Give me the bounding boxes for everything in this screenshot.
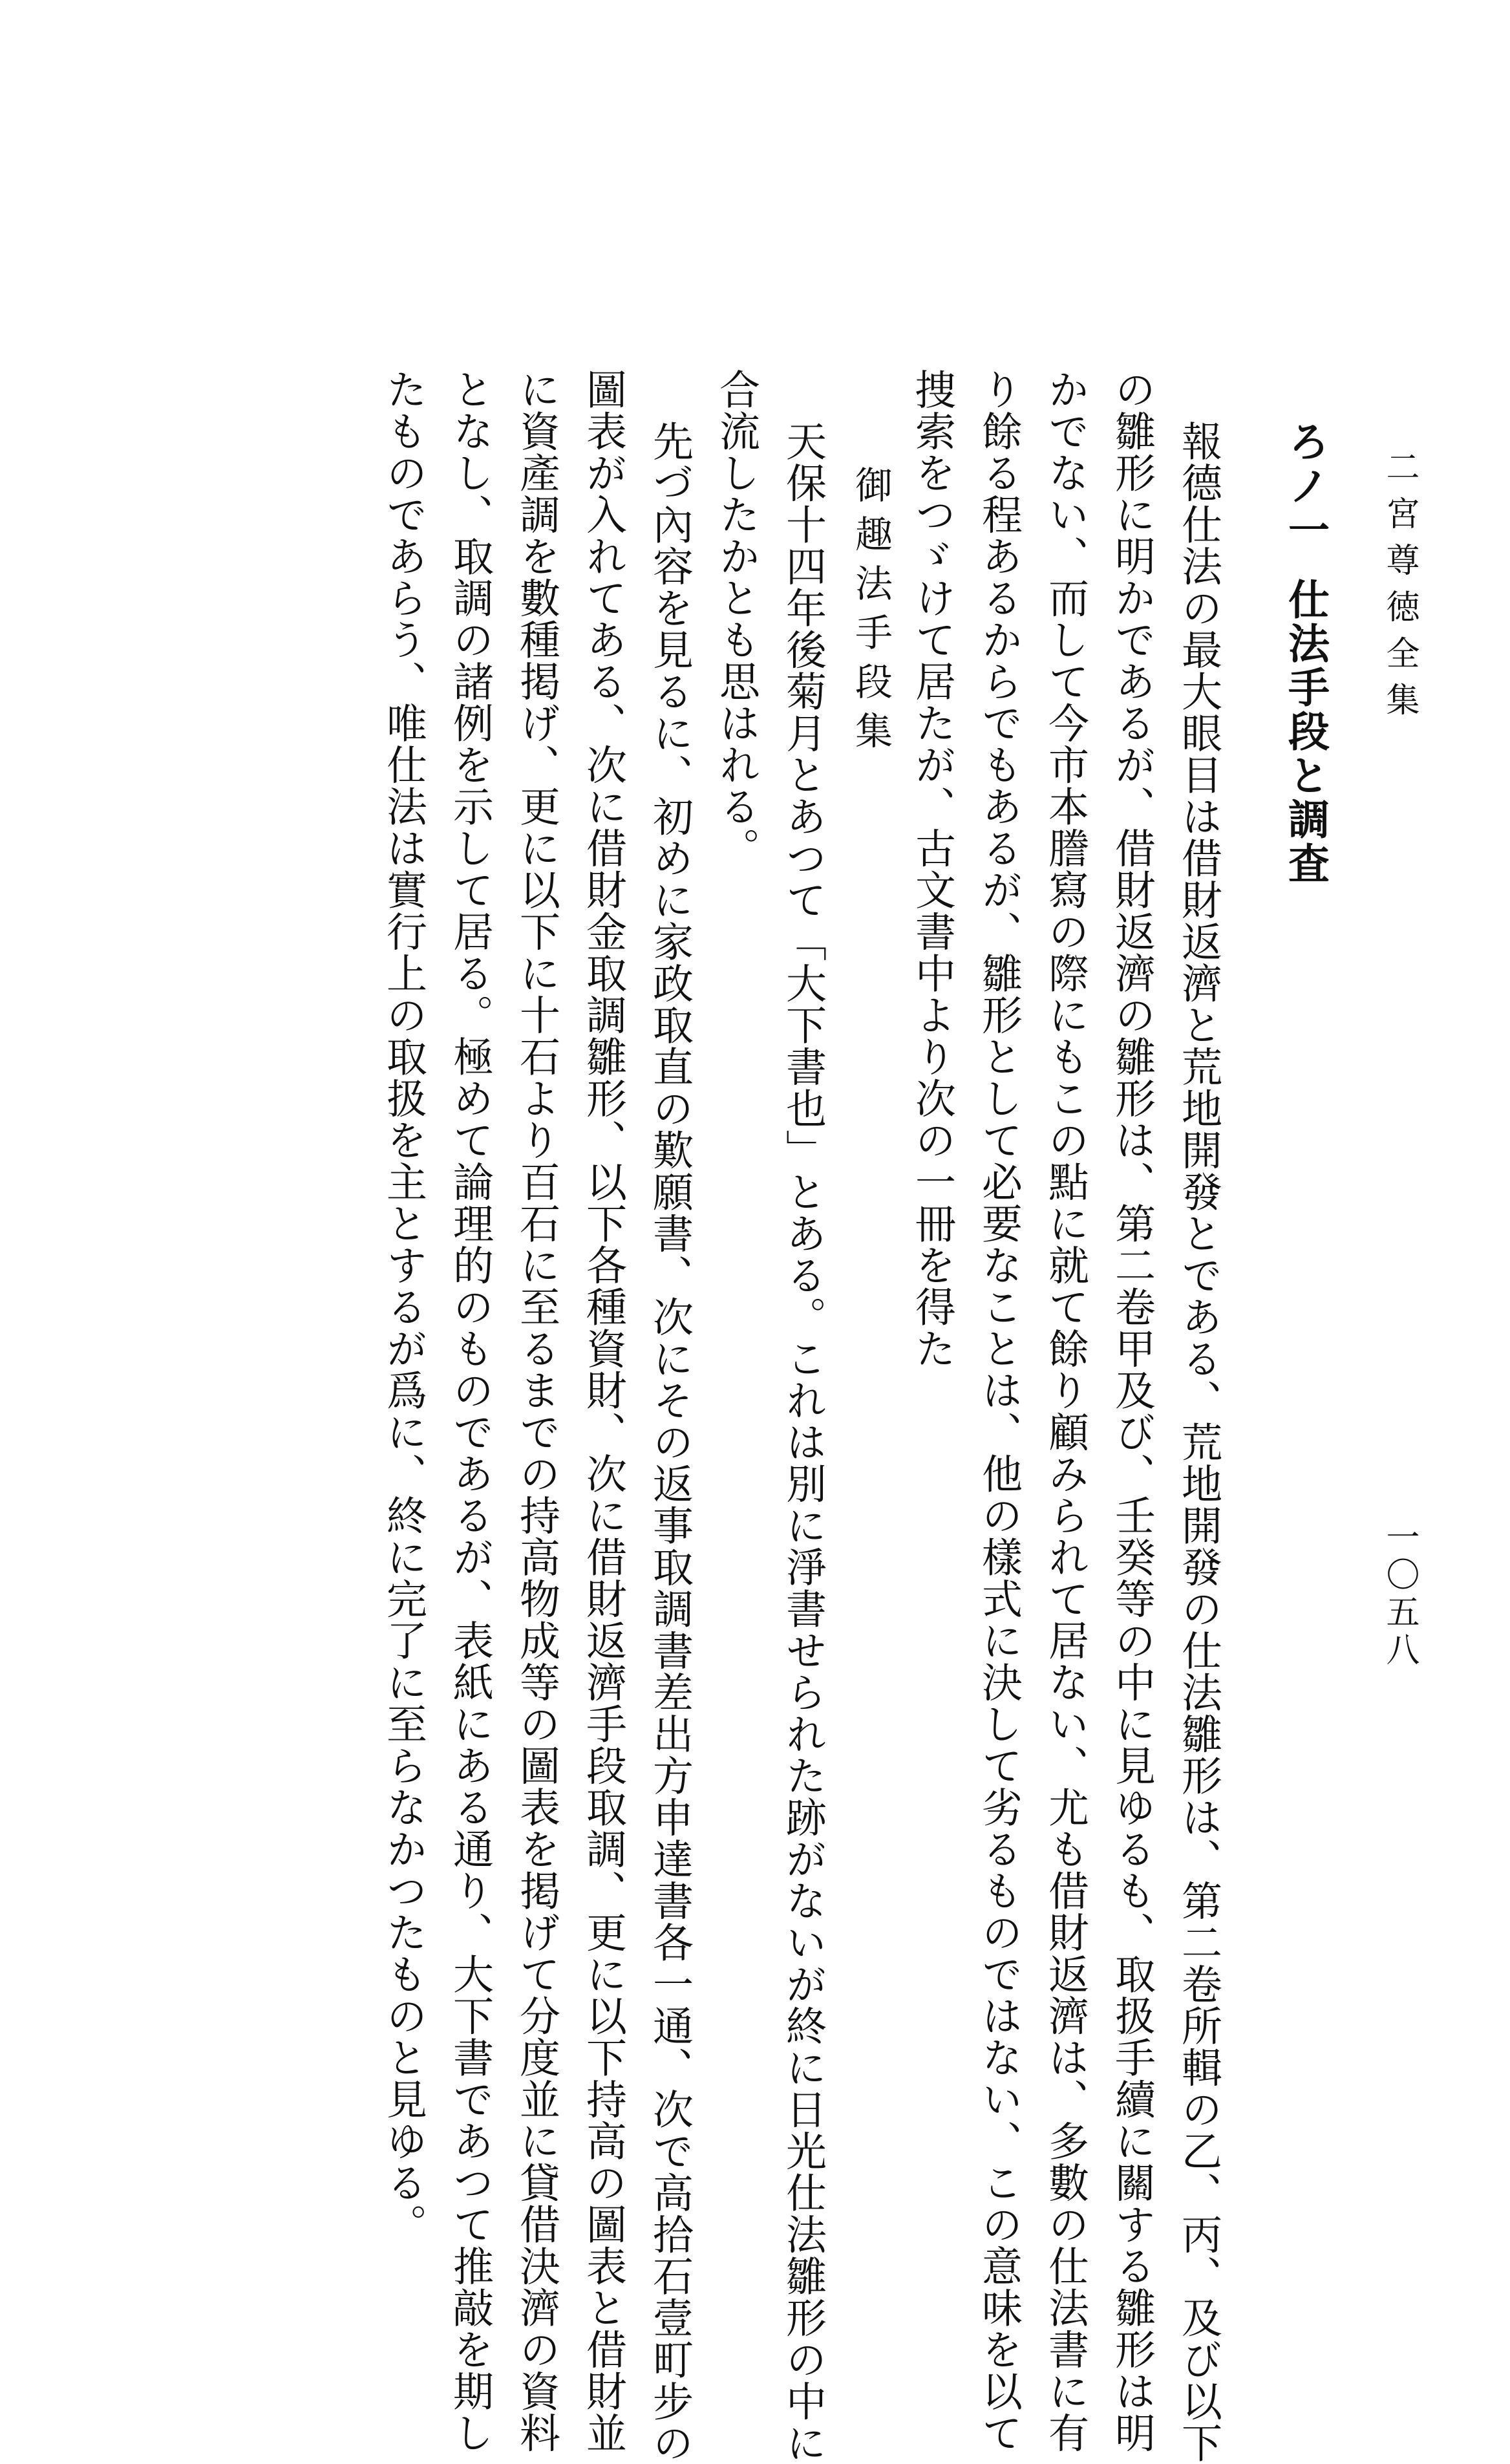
text-line: の雛形に明かであるが、借財返濟の雛形は、第二卷甲及び、壬癸等の中に見ゆるも、取扱手續に關する雛形は明 <box>1109 369 1156 2454</box>
document-title: 御趣法手段集 <box>849 466 893 760</box>
text-line: り餘る程あるからでもあるが、雛形として必要なことは、他の樣式に決して劣るものではない、この意味を以て <box>975 369 1023 2454</box>
text-line: 合流したかとも思はれる。 <box>713 369 760 869</box>
section-title: 仕法手段と調査 <box>1281 578 1330 886</box>
text-line: 捜索をつゞけて居たが、古文書中より次の一冊を得た <box>909 369 956 1369</box>
text-line: 天保十四年後菊月とあつて「大下書也」とある。これは別に淨書せられた跡がないが終に日光仕法雛形の中に <box>780 420 827 2464</box>
text-line: 圖表が入れてある、次に借財金取調雛形、以下各種資財、次に借財返濟手段取調、更に以下持高の圖表と借財並 <box>580 369 627 2454</box>
page-number: 一〇五八 <box>1380 1519 1419 1669</box>
text-line: に資產調を數種掲げ、更に以下に十石より百石に至るまでの持高物成等の圖表を掲げて分度並に貸借決濟の資料 <box>513 369 560 2454</box>
text-line: となし、取調の諸例を示して居る。極めて論理的のものであるが、表紙にある通り、大下書であつて推敲を期し <box>447 369 494 2454</box>
text-line: 報德仕法の最大眼目は借財返濟と荒地開發とである、荒地開發の仕法雛形は、第二卷所輯の乙、丙、及び以下 <box>1175 420 1222 2464</box>
section-number: ろノ一 <box>1281 420 1330 552</box>
text-line: 先づ內容を見るに、初めに家政取直の歎願書、次にその返事取調書差出方申達書各一通、次で高拾石壹町步の <box>646 420 694 2464</box>
section-heading <box>1281 420 1330 886</box>
text-line: たものであらう、唯仕法は實行上の取扱を主とするが爲に、終に完了に至らなかつたものと見ゆる。 <box>380 369 427 2245</box>
running-head: 二宮尊徳全集 <box>1380 449 1419 729</box>
text-line: かでない、而して今市本謄寫の際にもこの點に就て餘り顧みられて居ない、尤も借財返濟は、多數の仕法書に有 <box>1042 369 1089 2454</box>
